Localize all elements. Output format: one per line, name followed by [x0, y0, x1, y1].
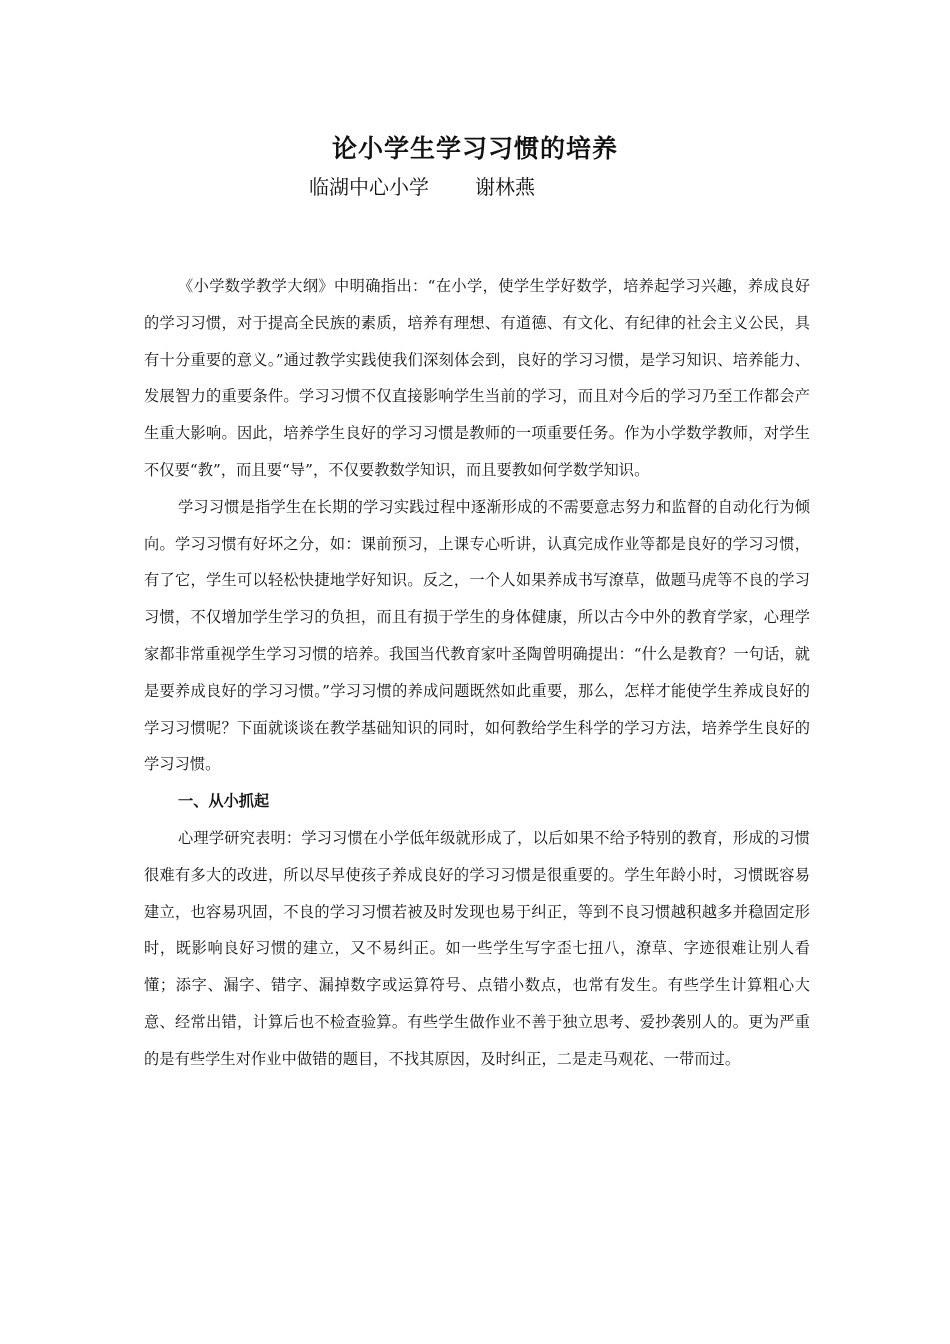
- paragraph-intro: 《小学数学教学大纲》中明确指出：“在小学，使学生学好数学，培养起学习兴趣，养成良好的学习习惯，对于提高全民族的素质，培养有理想、有道德、有文化、有纪律的社会主义公民，具有十分重要的意义。”通过教学实践使我们深刻体会到，良好的学习习惯，是学习知识、培养能力、发展智力的重要条件。学习习惯不仅直接影响学生当前的学习，而且对今后的学习乃至工作都会产生重大影响。因此，培养学生良好的学习习惯是教师的一项重要任务。作为小学数学教师，对学生不仅要“教”，而且要“导”，不仅要教数学知识，而且要教如何学数学知识。: [144, 277, 810, 479]
- author-name: 谢林燕: [475, 175, 535, 199]
- document-body: [144, 268, 810, 1078]
- byline: [309, 172, 535, 202]
- school-name: 临湖中心小学: [309, 175, 429, 199]
- document-title: 论小学生学习习惯的培养: [331, 134, 618, 163]
- section-heading-1: 一、从小抓起: [178, 792, 270, 811]
- paragraph-definition: 学习习惯是指学生在长期的学习实践过程中逐渐形成的不需要意志努力和监督的自动化行为倾向。学习习惯有好坏之分，如：课前预习，上课专心听讲，认真完成作业等都是良好的学习习惯，有了它，学生可以轻松快捷地学好知识。反之，一个人如果养成书写潦草，做题马虎等不良的学习习惯，不仅增加学生学习的负担，而且有损于学生的身体健康，所以古今中外的教育学家，心理学家都非常重视学生学习习惯的培养。我国当代教育家叶圣陶曾明确提出：“什么是教育？一句话，就是要养成良好的学习习惯。”学习习惯的养成问题既然如此重要，那么，怎样才能使学生养成良好的学习习惯呢？下面就谈谈在教学基础知识的同时，如何教给学生科学的学习方法，培养学生良好的学习习惯。: [144, 497, 810, 774]
- paragraph-section-1: 心理学研究表明：学习习惯在小学低年级就形成了，以后如果不给予特别的教育，形成的习惯很难有多大的改进，所以尽早使孩子养成良好的学习习惯是很重要的。学生年龄小时，习惯既容易建立，也容易巩固，不良的学习习惯若被及时发现也易于纠正，等到不良习惯越积越多并稳固定形时，既影响良好习惯的建立，又不易纠正。如一些学生写字歪七扭八，潦草、字迹很难让别人看懂；添字、漏字、错字、漏掉数字或运算符号、点错小数点，也常有发生。有些学生计算粗心大意、经常出错，计算后也不检查验算。有些学生做作业不善于独立思考、爱抄袭别人的。更为严重的是有些学生对作业中做错的题目，不找其原因，及时纠正，二是走马观花、一带而过。: [144, 828, 810, 1068]
